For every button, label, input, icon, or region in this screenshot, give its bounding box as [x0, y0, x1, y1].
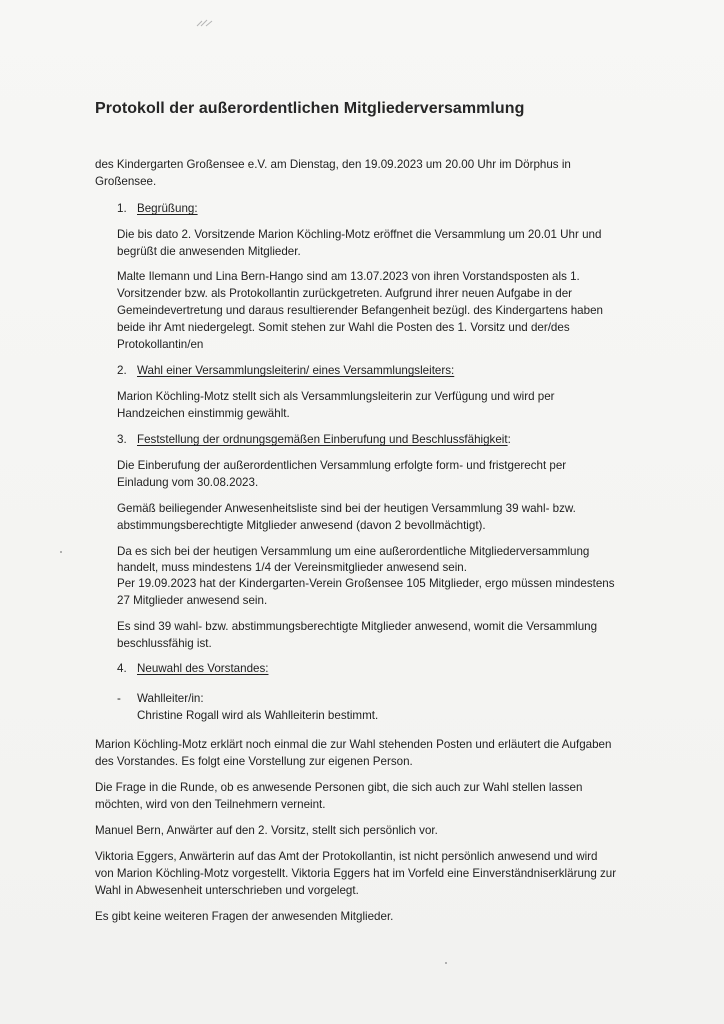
- paragraph-line: Gemäß beiliegender Anwesenheitsliste sind bei der heutigen Versammlung 39 wahl- bzw.: [117, 502, 576, 515]
- section-heading-suffix: :: [507, 433, 511, 446]
- paragraph-line: Manuel Bern, Anwärter auf den 2. Vorsitz, stellt sich persönlich vor.: [95, 824, 438, 837]
- section-heading: Feststellung der ordnungsgemäßen Einberufung und Beschlussfähigkeit: [137, 433, 508, 446]
- paragraph-line: Malte Ilemann und Lina Bern-Hango sind am 13.07.2023 von ihren Vorstandsposten als 1.: [117, 270, 580, 283]
- paragraph-line: Wahl in Abwesenheit unterschrieben und vorgelegt.: [95, 884, 359, 897]
- paragraph-line: Per 19.09.2023 hat der Kindergarten-Verein Großensee 105 Mitglieder, ergo müssen mindestens: [117, 577, 615, 590]
- paragraph-line: Marion Köchling-Motz erklärt noch einmal die zur Wahl stehenden Posten und erläutert die Aufgaben: [95, 738, 612, 751]
- bullet-text: Christine Rogall wird als Wahlleiterin bestimmt.: [137, 709, 379, 722]
- bullet-marker: -: [117, 692, 121, 705]
- paragraph-line: Die bis dato 2. Vorsitzende Marion Köchling-Motz eröffnet die Versammlung um 20.01 Uhr und: [117, 228, 602, 241]
- scan-speck: [60, 551, 62, 553]
- paragraph-line: beschlussfähig ist.: [117, 637, 212, 650]
- intro-line: Großensee.: [95, 175, 157, 188]
- paragraph-line: Gemeindevertretung und daraus resultierender Befangenheit bezügl. des Kindergartens haben: [117, 304, 603, 317]
- scan-speck: [445, 962, 447, 964]
- pen-scribble-mark: [196, 18, 214, 28]
- paragraph-line: Es sind 39 wahl- bzw. abstimmungsberechtigte Mitglieder anwesend, womit die Versammlung: [117, 620, 598, 633]
- paragraph-line: des Vorstandes. Es folgt eine Vorstellung zur eigenen Person.: [95, 755, 413, 768]
- paragraph-line: beide ihr Amt niedergelegt. Somit stehen zur Wahl die Posten des 1. Vorsitz und der/des: [117, 321, 570, 334]
- paragraph-line: Da es sich bei der heutigen Versammlung um eine außerordentliche Mitgliederversammlung: [117, 545, 590, 558]
- section-number: 1.: [117, 202, 127, 215]
- section-heading: Neuwahl des Vorstandes:: [137, 662, 269, 675]
- paragraph-line: Vorsitzender bzw. als Protokollantin zurückgetreten. Aufgrund ihrer neuen Aufgabe in der: [117, 287, 573, 300]
- paragraph-line: möchten, wird von den Teilnehmern verneint.: [95, 798, 326, 811]
- paragraph-line: Marion Köchling-Motz stellt sich als Versammlungsleiterin zur Verfügung und wird per: [117, 390, 555, 403]
- paragraph-line: 27 Mitglieder anwesend sein.: [117, 594, 268, 607]
- section-number: 2.: [117, 364, 127, 377]
- section-heading: Wahl einer Versammlungsleiterin/ eines Versammlungsleiters:: [137, 364, 455, 377]
- section-heading: Begrüßung:: [137, 202, 198, 215]
- paragraph-line: Viktoria Eggers, Anwärterin auf das Amt der Protokollantin, ist nicht persönlich anwesend und wird: [95, 850, 598, 863]
- bullet-label: Wahlleiter/in:: [137, 692, 204, 705]
- paragraph-line: handelt, muss mindestens 1/4 der Vereinsmitglieder anwesend sein.: [117, 561, 467, 574]
- section-number: 4.: [117, 662, 127, 675]
- section-number: 3.: [117, 433, 127, 446]
- paragraph-line: von Marion Köchling-Motz vorgestellt. Viktoria Eggers hat im Vorfeld eine Einverständniserklärung zur: [95, 867, 617, 880]
- paragraph-line: Es gibt keine weiteren Fragen der anwesenden Mitglieder.: [95, 910, 394, 923]
- paragraph-line: Einladung vom 30.08.2023.: [117, 476, 259, 489]
- paragraph-line: Die Frage in die Runde, ob es anwesende Personen gibt, die sich auch zur Wahl stellen lassen: [95, 781, 583, 794]
- document-title: Protokoll der außerordentlichen Mitgliederversammlung: [95, 100, 525, 117]
- paragraph-line: Protokollantin/en: [117, 338, 204, 351]
- section-heading-row: [137, 431, 511, 448]
- paragraph-line: Handzeichen einstimmig gewählt.: [117, 407, 290, 420]
- paragraph-line: abstimmungsberechtigte Mitglieder anwesend (davon 2 bevollmächtigt).: [117, 519, 486, 532]
- paragraph-line: Die Einberufung der außerordentlichen Versammlung erfolgte form- und fristgerecht per: [117, 459, 567, 472]
- paragraph-line: begrüßt die anwesenden Mitglieder.: [117, 245, 301, 258]
- intro-line: des Kindergarten Großensee e.V. am Dienstag, den 19.09.2023 um 20.00 Uhr im Dörphus in: [95, 158, 571, 171]
